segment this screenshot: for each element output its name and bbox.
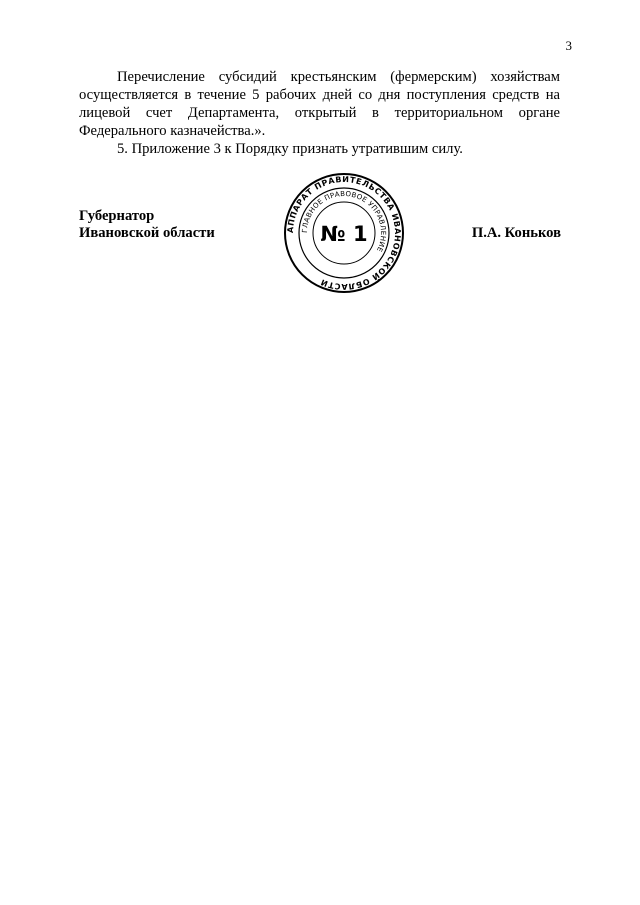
paragraph-transfer-subsidies: Перечисление субсидий крестьянским (фермерским) хозяйствам осуществляется в течение 5 рабочих дней со дня поступления средств на лицевой счет Департамента, открытый в территориальном органе Федерального казначейства.». xyxy=(79,69,560,139)
paragraph-annex-3: 5. Приложение 3 к Порядку признать утратившим силу. xyxy=(117,141,463,157)
signatory-name: П.А. Коньков xyxy=(471,225,561,241)
official-seal xyxy=(283,172,405,294)
signatory-title-line-1: Губернатор xyxy=(79,208,155,224)
document-body xyxy=(79,68,560,158)
signatory-title xyxy=(79,208,215,242)
seal-outer-text: АППАРАТ ПРАВИТЕЛЬСТВА ИВАНОВСКОЙ ОБЛАСТИ xyxy=(285,174,403,292)
page-number: 3 xyxy=(565,38,572,53)
seal-number: № 1 xyxy=(320,222,368,246)
seal-inner-text: ГЛАВНОЕ ПРАВОВОЕ УПРАВЛЕНИЕ xyxy=(300,189,388,254)
signatory-title-line-2: Ивановской области xyxy=(79,225,215,241)
